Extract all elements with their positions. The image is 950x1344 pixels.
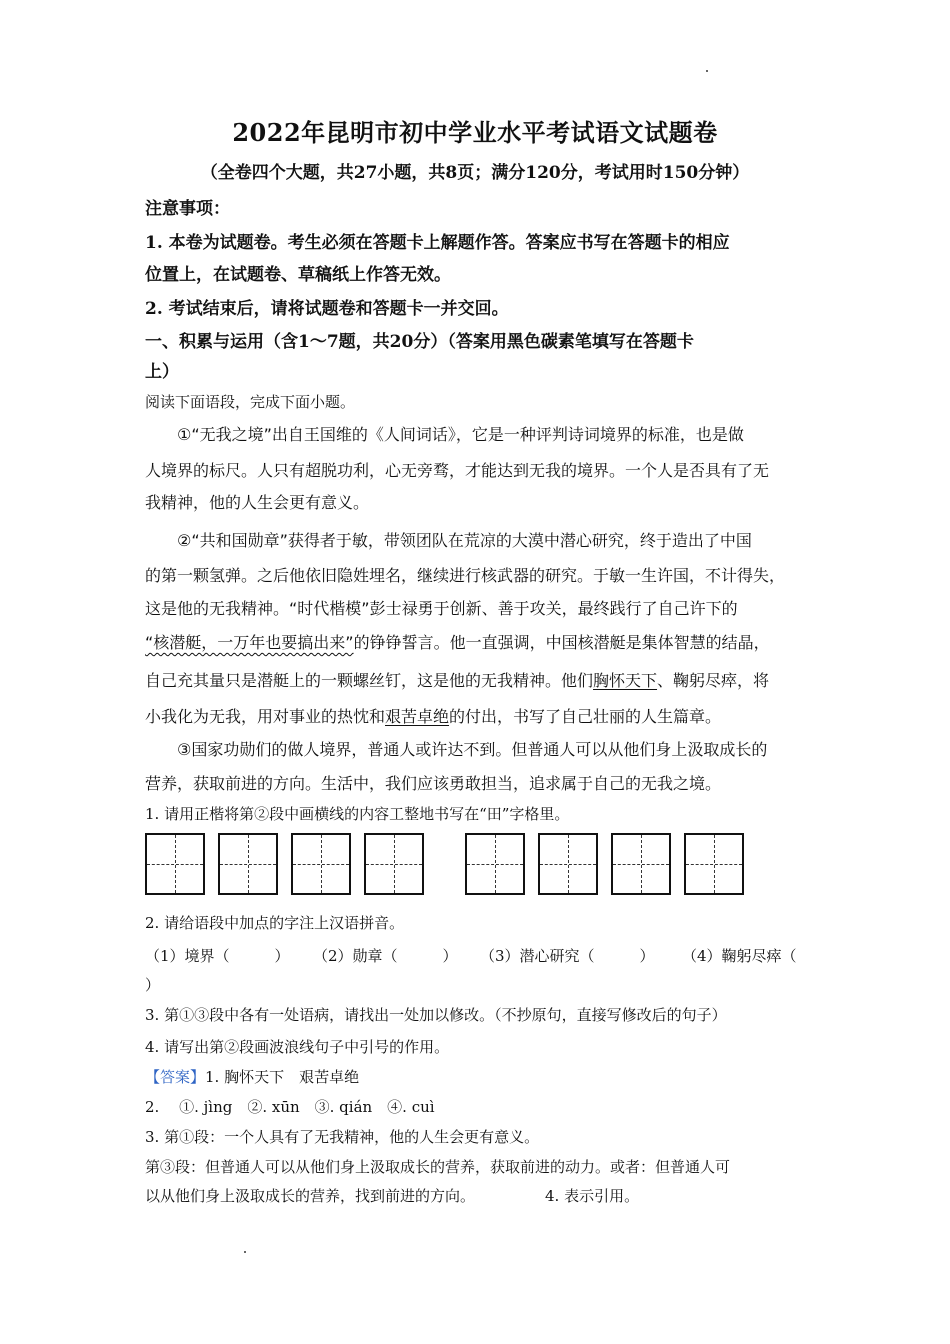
passage-p2-line-5 [145, 668, 769, 691]
section-1-instruction: 阅读下面语段，完成下面小题。 [145, 393, 356, 411]
tian-cell[interactable] [364, 833, 424, 895]
answer-1 [145, 1066, 359, 1087]
answer-2: 2. ①. jìng ②. xūn ③. qián ④. cuì [145, 1098, 435, 1116]
question-2-option-2: （2）勋章（ ） [313, 947, 458, 965]
tian-cell[interactable] [465, 833, 525, 895]
question-2: 2. 请给语段中加点的字注上汉语拼音。 [145, 914, 405, 932]
tian-cell[interactable] [538, 833, 598, 895]
passage-p2-line-5-b: 、鞠躬尽瘁，将 [657, 671, 770, 690]
tian-cell[interactable] [218, 833, 278, 895]
section-1-heading-line-2: 上） [145, 362, 179, 382]
passage-p2-line-1: ②“共和国勋章”获得者于敏，带领团队在荒凉的大漠中潜心研究，终于造出了中国 [177, 531, 752, 550]
passage-p1-line-1: ①“无我之境”出自王国维的《人间词话》，它是一种评判诗词境界的标准，也是做 [177, 425, 744, 444]
answer-4: 4. 表示引用。 [545, 1187, 640, 1205]
passage-p2-line-6 [145, 704, 721, 727]
notes-heading: 注意事项： [145, 199, 230, 219]
page-subtitle: （全卷四个大题，共27小题，共8页；满分120分，考试用时150分钟） [200, 163, 750, 183]
scan-speck [706, 70, 708, 72]
tian-cell[interactable] [145, 833, 205, 895]
question-2-option-4: （4）鞠躬尽瘁（ [682, 947, 797, 965]
tian-cell[interactable] [611, 833, 671, 895]
passage-p3-line-1: ③国家功勋们的做人境界，普通人或许达不到。但普通人可以从他们身上汲取成长的 [177, 740, 768, 759]
notes-item-1-line-2: 位置上，在试题卷、草稿纸上作答无效。 [145, 265, 451, 285]
passage-p2-line-4-rest: 的铮铮誓言。他一直强调，中国核潜艇是集体智慧的结晶， [353, 633, 770, 652]
notes-item-1-line-1: 1. 本卷为试题卷。考生必须在答题卡上解题作答。答案应书写在答题卡的相应 [145, 233, 730, 253]
question-3: 3. 第①③段中各有一处语病，请找出一处加以修改。（不抄原句，直接写修改后的句子） [145, 1006, 727, 1024]
question-1: 1. 请用正楷将第②段中画横线的内容工整地书写在“田”字格里。 [145, 805, 570, 823]
answer-3-line-3: 以从他们身上汲取成长的营养，找到前进的方向。 [145, 1187, 476, 1205]
notes-item-2: 2. 考试结束后，请将试题卷和答题卡一并交回。 [145, 299, 509, 319]
passage-p2-line-6-b: 的付出，书写了自己壮丽的人生篇章。 [449, 707, 722, 726]
question-4: 4. 请写出第②段画波浪线句子中引号的作用。 [145, 1038, 450, 1056]
answer-1-text: 1. 胸怀天下 艰苦卓绝 [205, 1068, 360, 1086]
question-2-option-1: （1）境界（ ） [145, 947, 290, 965]
tian-cell[interactable] [291, 833, 351, 895]
question-2-option-3: （3）潜心研究（ ） [480, 947, 655, 965]
wavy-quoted-sentence: “核潜艇，一万年也要搞出来” [145, 633, 354, 652]
page-title: 2022年昆明市初中学业水平考试语文试题卷 [232, 118, 718, 147]
passage-p2-line-5-a: 自己充其量只是潜艇上的一颗螺丝钉，这是他的无我精神。他们 [145, 671, 594, 690]
passage-p2-line-3: 这是他的无我精神。“时代楷模”彭士禄勇于创新、善于攻关，最终践行了自己许下的 [145, 599, 738, 618]
underlined-phrase-1: 胸怀天下 [593, 671, 658, 690]
answer-tag: 【答案】 [145, 1068, 206, 1086]
tian-cell[interactable] [684, 833, 744, 895]
passage-p1-line-3: 我精神，他的人生会更有意义。 [145, 493, 370, 512]
passage-p2-line-4 [145, 630, 770, 653]
passage-p3-line-2: 营养，获取前进的方向。生活中，我们应该勇敢担当，追求属于自己的无我之境。 [145, 774, 722, 793]
answer-3-line-1: 3. 第①段：一个人具有了无我精神，他的人生会更有意义。 [145, 1128, 540, 1146]
section-1-heading-line-1: 一、积累与运用（含1～7题，共20分）（答案用黑色碳素笔填写在答题卡 [145, 332, 694, 352]
passage-p1-line-2: 人境界的标尺。人只有超脱功利，心无旁骛，才能达到无我的境界。一个人是否具有了无 [145, 461, 770, 480]
answer-3-line-2: 第③段：但普通人可以从他们身上汲取成长的营养，获取前进的动力。或者：但普通人可 [145, 1158, 731, 1176]
passage-p2-line-6-a: 小我化为无我，用对事业的热忱和 [145, 707, 386, 726]
underlined-phrase-2: 艰苦卓绝 [385, 707, 450, 726]
passage-p2-line-2: 的第一颗氢弹。之后他依旧隐姓埋名，继续进行核武器的研究。于敏一生许国，不计得失， [145, 566, 786, 585]
scan-speck [244, 1251, 246, 1253]
tian-grid[interactable] [145, 833, 745, 897]
question-2-close: ） [145, 976, 161, 994]
